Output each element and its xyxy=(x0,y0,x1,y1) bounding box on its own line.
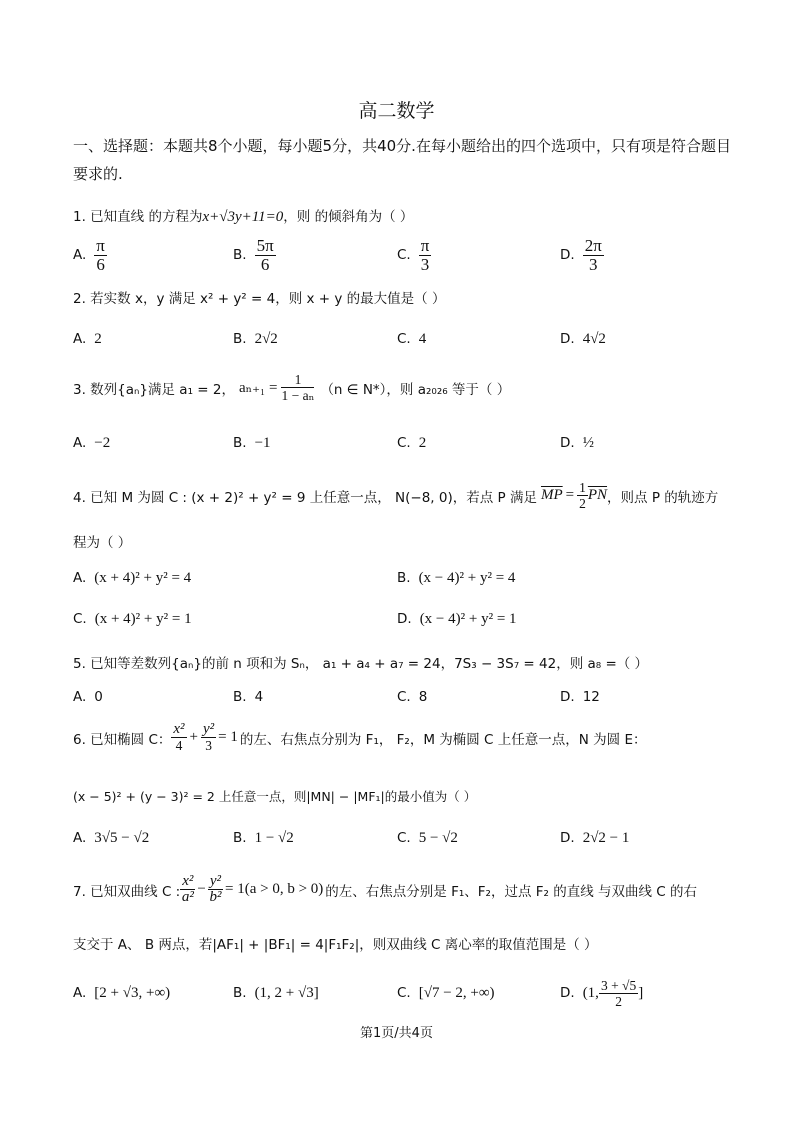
question-5-option-c[interactable]: C. 8 xyxy=(397,689,428,705)
question-3-recurrence-lhs: aₙ₊₁ = xyxy=(238,380,278,396)
question-3-option-a[interactable]: A. −2 xyxy=(73,434,111,451)
question-6-stem: 6. 已知椭圆 C： $\frac{\text{x²}}{4}$ + $\frac{\text{y²}}{3}$ = 1 的左、右焦点分别为 F₁， F₂，M 为椭圆 C 上任意一点，N 为圆 E： xyxy=(73,721,647,753)
question-2-option-d[interactable]: D. 4√2 xyxy=(560,330,606,347)
question-3-option-c[interactable]: C. 2 xyxy=(397,434,427,451)
page-footer: 第1页/共4页 xyxy=(360,1026,433,1041)
question-6-text-b: 的左、右焦点分别为 F₁， F₂，M 为椭圆 C 上任意一点，N 为圆 E： xyxy=(239,731,647,748)
question-6-text-a: 6. 已知椭圆 C： xyxy=(73,731,172,748)
question-5-option-a[interactable]: A. 0 xyxy=(73,689,103,705)
question-4-vector-pn: $\overline{PN}$ xyxy=(587,487,608,503)
question-7-condition: = 1(a > 0, b > 0) xyxy=(225,881,324,897)
question-4-option-a[interactable]: A. (x + 4)² + y² = 4 xyxy=(73,569,192,586)
question-7-fraction-x: $\frac{\text{x²}}{\text{a²}}$ xyxy=(181,873,194,905)
question-4-text-b: ，则点 P 的轨迹方 xyxy=(607,489,719,506)
question-4-equals: = xyxy=(565,487,575,503)
question-1-option-a[interactable]: A. $\frac{\pi}{6}$ xyxy=(73,235,105,274)
question-7-option-b[interactable]: B. (1, 2 + √3] xyxy=(233,984,319,1001)
question-4-options-row-1 xyxy=(73,563,733,593)
question-7-option-a[interactable]: A. [2 + √3, +∞) xyxy=(73,984,171,1001)
question-4-option-b[interactable]: B. (x − 4)² + y² = 4 xyxy=(397,569,516,586)
question-5-option-d[interactable]: D. 12 xyxy=(560,689,600,705)
question-7-options xyxy=(73,978,733,1008)
page-title: 高二数学 xyxy=(358,100,435,122)
question-2-option-c[interactable]: C. 4 xyxy=(397,330,427,347)
question-4-fraction: $\frac{1}{2}$ xyxy=(579,480,586,511)
question-7-option-d[interactable]: D. (1, $\frac{3 + √5}{2}$ ] xyxy=(560,977,644,1009)
question-6-options xyxy=(73,823,733,853)
question-1-option-c[interactable]: C. $\frac{\pi}{3}$ xyxy=(397,235,430,274)
question-5-option-b[interactable]: B. 4 xyxy=(233,689,264,705)
question-4-option-d[interactable]: D. (x − 4)² + y² = 1 xyxy=(397,610,517,627)
question-4-option-c[interactable]: C. (x + 4)² + y² = 1 xyxy=(73,610,192,627)
question-4-text-a: 4. 已知 M 为圆 C : (x + 2)² + y² = 9 上任意一点， N(−8, 0)，若点 P 满足 xyxy=(73,489,537,506)
question-6-option-c[interactable]: C. 5 − √2 xyxy=(397,829,458,846)
question-7-option-c[interactable]: C. [√7 − 2, +∞) xyxy=(397,984,495,1001)
question-2-option-a[interactable]: A. 2 xyxy=(73,330,102,347)
question-2-option-b[interactable]: B. 2√2 xyxy=(233,330,278,347)
question-2-stem: 2. 若实数 x，y 满足 x² + y² = 4，则 x + y 的最大值是（ ） xyxy=(73,291,446,307)
question-5-stem: 5. 已知等差数列{aₙ}的前 n 项和为 Sₙ， a₁ + a₄ + a₇ = 24，7S₃ − 3S₇ = 42，则 a₈ =（ ） xyxy=(73,656,649,672)
question-1-equation: x+√3y+11=0 xyxy=(202,209,284,225)
question-3-text-b: （n ∈ N*），则 a₂₀₂₆ 等于（ ） xyxy=(320,381,511,398)
question-4-stem xyxy=(73,480,733,511)
section-heading: 一、选择题：本题共8个小题，每小题5分，共40分.在每小题给出的四个选项中，只有项是符合题目要求的. xyxy=(73,137,731,183)
question-5-options xyxy=(73,682,733,712)
question-3-text-a: 3. 数列{aₙ}满足 a₁ = 2， xyxy=(73,381,235,398)
question-4-options-row-2 xyxy=(73,604,733,634)
question-3-option-d[interactable]: D. ½ xyxy=(560,434,594,451)
question-7-fraction-y: $\frac{\text{y²}}{\text{b²}}$ xyxy=(209,873,222,905)
question-7-stem: 7. 已知双曲线 C : $\frac{\text{x²}}{\text{a²}}$ − $\frac{\text{y²}}{\text{b²}}$ = 1(a > 0, b > 0) 的左、右焦点分别是 F₁、F₂，过点 F₂ 的直线 与双曲线 C 的右 xyxy=(73,873,698,905)
question-2-options xyxy=(73,324,733,354)
question-6-fraction-y: $\frac{\text{y²}}{3}$ xyxy=(203,721,215,753)
question-1-text-a: 1. 已知直线 的方程为 xyxy=(73,209,203,225)
question-6-option-b[interactable]: B. 1 − √2 xyxy=(233,829,294,846)
question-7-text-b: 的左、右焦点分别是 F₁、F₂，过点 F₂ 的直线 与双曲线 C 的右 xyxy=(325,883,698,900)
question-1-option-d[interactable]: D. $\frac{2\pi}{3}$ xyxy=(560,235,602,274)
question-3-option-b[interactable]: B. −1 xyxy=(233,434,271,451)
question-6-fraction-x: $\frac{\text{x²}}{4}$ xyxy=(173,721,185,753)
question-6-option-d[interactable]: D. 2√2 − 1 xyxy=(560,829,630,846)
question-4-vector-mp: $\overline{MP}$ xyxy=(540,487,563,503)
question-3-fraction: $\frac{1}{\text{1 − aₙ}}$ xyxy=(281,372,315,403)
question-1-options xyxy=(73,235,733,274)
question-7-stem-cont: 支交于 A、 B 两点，若|AF₁| + |BF₁| = 4|F₁F₂|，则双曲线 C 离心率的取值范围是（ ） xyxy=(73,937,598,953)
question-6-option-a[interactable]: A. 3√5 − √2 xyxy=(73,829,150,846)
question-1-option-b[interactable]: B. $\frac{5\pi}{6}$ xyxy=(233,235,274,274)
question-6-stem-cont: (x − 5)² + (y − 3)² = 2 上任意一点，则|MN| − |MF₁|的最小值为（ ） xyxy=(73,789,477,804)
question-3-stem xyxy=(73,372,733,403)
question-7-text-a: 7. 已知双曲线 C : xyxy=(73,883,181,900)
question-1-stem xyxy=(73,205,733,226)
question-4-stem-cont: 程为（ ） xyxy=(73,535,132,551)
question-3-options xyxy=(73,428,733,458)
question-1-text-b: ，则 的倾斜角为（ ） xyxy=(283,209,414,225)
